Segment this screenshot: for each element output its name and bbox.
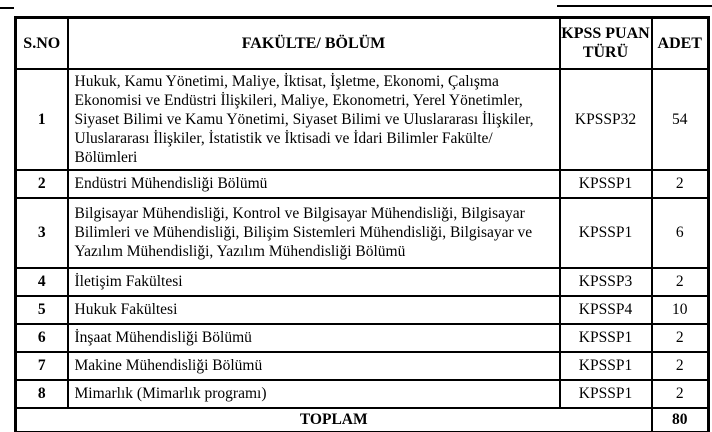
row-adet: 6 xyxy=(652,198,709,268)
row-kpss: KPSSP1 xyxy=(560,352,652,380)
kpss-placement-table xyxy=(14,16,710,432)
scan-artifact-line-left xyxy=(0,7,14,9)
row-adet: 10 xyxy=(652,296,709,324)
row-sno: 5 xyxy=(16,296,68,324)
table-footer-row xyxy=(16,408,709,432)
header-kpss-puan-turu: KPSS PUAN TÜRÜ xyxy=(560,18,652,69)
row-kpss: KPSSP1 xyxy=(560,380,652,408)
table-row xyxy=(16,268,709,296)
header-sno: S.NO xyxy=(16,18,68,69)
row-bolum: Bilgisayar Mühendisliği, Kontrol ve Bilgisayar Mühendisliği, Bilgisayar Bilimleri ve Mühendisliği, Bilişim Sistemleri Mühendisliği, Bilgisayar ve Yazılım Mühendisliği, Yazılım Mühendisliği Bölümü xyxy=(68,198,560,268)
row-kpss: KPSSP32 xyxy=(560,69,652,170)
row-kpss: KPSSP1 xyxy=(560,324,652,352)
row-kpss: KPSSP1 xyxy=(560,198,652,268)
row-sno: 7 xyxy=(16,352,68,380)
table-row xyxy=(16,324,709,352)
row-bolum: Hukuk, Kamu Yönetimi, Maliye, İktisat, İşletme, Ekonomi, Çalışma Ekonomisi ve Endüstri İlişkileri, Maliye, Ekonometri, Yerel Yönetimler, Siyaset Bilimi ve Kamu Yönetimi, Siyaset Bilimi ve Uluslararası İlişkiler, Uluslararası İlişkiler, İstatistik ve İktisadi ve İdari Bilimler Fakülte/ Bölümleri xyxy=(68,69,560,170)
scan-artifact-line-right xyxy=(557,5,712,7)
row-adet: 2 xyxy=(652,268,709,296)
table-row xyxy=(16,352,709,380)
row-kpss: KPSSP3 xyxy=(560,268,652,296)
row-sno: 2 xyxy=(16,170,68,198)
row-adet: 2 xyxy=(652,324,709,352)
header-adet: ADET xyxy=(652,18,709,69)
table-row xyxy=(16,380,709,408)
row-bolum: İnşaat Mühendisliği Bölümü xyxy=(68,324,560,352)
row-adet: 2 xyxy=(652,170,709,198)
row-kpss: KPSSP4 xyxy=(560,296,652,324)
row-bolum: İletişim Fakültesi xyxy=(68,268,560,296)
row-sno: 6 xyxy=(16,324,68,352)
row-sno: 8 xyxy=(16,380,68,408)
row-adet: 2 xyxy=(652,352,709,380)
table-row xyxy=(16,296,709,324)
row-adet: 2 xyxy=(652,380,709,408)
table-header-row xyxy=(16,18,709,69)
table-row xyxy=(16,198,709,268)
row-sno: 3 xyxy=(16,198,68,268)
toplam-value: 80 xyxy=(652,408,709,432)
row-bolum: Makine Mühendisliği Bölümü xyxy=(68,352,560,380)
header-fakulte-bolum: FAKÜLTE/ BÖLÜM xyxy=(68,18,560,69)
row-sno: 4 xyxy=(16,268,68,296)
table-row xyxy=(16,170,709,198)
toplam-label: TOPLAM xyxy=(16,408,652,432)
row-adet: 54 xyxy=(652,69,709,170)
row-sno: 1 xyxy=(16,69,68,170)
row-bolum: Endüstri Mühendisliği Bölümü xyxy=(68,170,560,198)
row-bolum: Mimarlık (Mimarlık programı) xyxy=(68,380,560,408)
row-bolum: Hukuk Fakültesi xyxy=(68,296,560,324)
table-row xyxy=(16,69,709,170)
row-kpss: KPSSP1 xyxy=(560,170,652,198)
